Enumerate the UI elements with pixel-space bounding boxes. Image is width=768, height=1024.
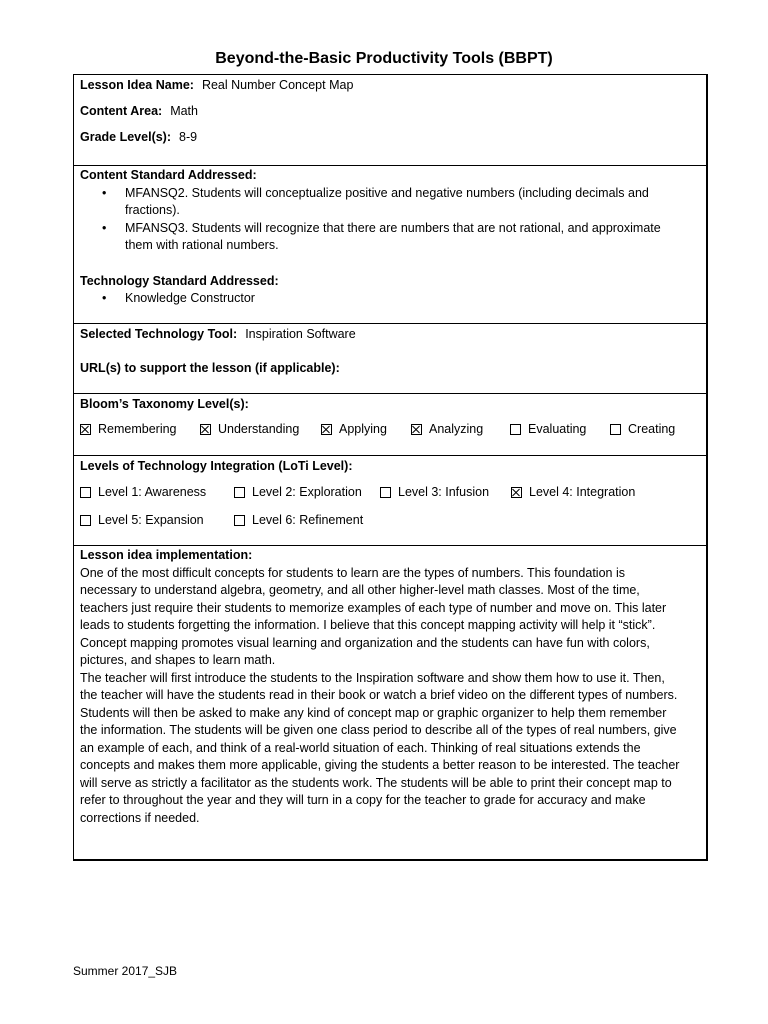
content-standard-item bbox=[80, 220, 706, 255]
checkbox-level-3[interactable] bbox=[380, 484, 511, 502]
unchecked-box-icon bbox=[80, 487, 91, 498]
loti-checkbox-row-2 bbox=[80, 512, 363, 530]
page-title: Beyond-the-Basic Productivity Tools (BBPT) bbox=[215, 50, 553, 67]
tool-line bbox=[80, 326, 706, 344]
unchecked-box-icon bbox=[80, 515, 91, 526]
unchecked-box-icon bbox=[380, 487, 391, 498]
implementation-line: Students will then be asked to make any kind of concept map or graphic organizer to help them remember bbox=[80, 705, 667, 720]
loti-section bbox=[74, 456, 706, 546]
grade-level-label: Grade Level(s): bbox=[80, 130, 172, 144]
implementation-line: teachers just require their students to memorize examples of each type of number and move on. This later bbox=[80, 600, 667, 615]
implementation-line: One of the most difficult concepts for students to learn are the types of numbers. This foundation is bbox=[80, 565, 625, 580]
lesson-name-line bbox=[80, 77, 353, 95]
implementation-line: will serve as strictly a facilitator as the students work. The students will be able to print their concept map to bbox=[80, 775, 672, 790]
unchecked-box-icon bbox=[610, 424, 621, 435]
content-area-value: Math bbox=[170, 104, 198, 118]
lesson-name-label: Lesson Idea Name: bbox=[80, 78, 194, 92]
implementation-section bbox=[74, 546, 706, 859]
implementation-line: refer to throughout the year and they will turn in a copy for the teacher to grade for accuracy and make bbox=[80, 793, 646, 807]
bullet-icon: • bbox=[102, 185, 107, 200]
blooms-label: Bloom’s Taxonomy Level(s): bbox=[80, 397, 249, 411]
checked-box-icon bbox=[200, 424, 211, 435]
checkbox-label: Evaluating bbox=[528, 422, 587, 436]
tech-standard-list bbox=[80, 290, 706, 308]
checkbox-label: Level 5: Expansion bbox=[98, 513, 204, 527]
checkbox-level-2[interactable] bbox=[234, 484, 380, 502]
tech-standard-label: Technology Standard Addressed: bbox=[80, 273, 279, 288]
content-standard-item bbox=[80, 185, 706, 220]
checked-box-icon bbox=[511, 487, 522, 498]
tool-label: Selected Technology Tool: bbox=[80, 327, 238, 341]
checkbox-remembering[interactable] bbox=[80, 421, 200, 439]
bullet-icon: • bbox=[102, 291, 107, 305]
unchecked-box-icon bbox=[234, 487, 245, 498]
implementation-line: necessary to understand algebra, geometry, and all other higher-level math classes. Most of the time, bbox=[80, 583, 640, 597]
standard-text-cont: fractions). bbox=[125, 203, 180, 217]
checkbox-understanding[interactable] bbox=[200, 421, 321, 439]
grade-level-value: 8-9 bbox=[179, 130, 198, 144]
checkbox-label: Level 6: Refinement bbox=[252, 513, 364, 527]
loti-label: Levels of Technology Integration (LoTi Level): bbox=[80, 459, 353, 473]
checked-box-icon bbox=[411, 424, 422, 435]
checkbox-label: Understanding bbox=[218, 422, 300, 436]
checkbox-label: Level 4: Integration bbox=[529, 485, 636, 499]
tool-value: Inspiration Software bbox=[245, 327, 356, 341]
lesson-name-value: Real Number Concept Map bbox=[201, 78, 354, 92]
checkbox-level-5[interactable] bbox=[80, 512, 234, 530]
checkbox-label: Creating bbox=[628, 422, 676, 436]
blooms-checkbox-row bbox=[80, 421, 675, 439]
lesson-info-section bbox=[74, 75, 706, 166]
implementation-line: The teacher will first introduce the students to the Inspiration software and show them how to use it. Then, bbox=[80, 670, 665, 685]
implementation-line: leads to students forgetting the information. I believe that this concept mapping activity will help it “stick”. bbox=[80, 618, 656, 632]
implementation-line: pictures, and shapes to learn math. bbox=[80, 653, 276, 667]
checked-box-icon bbox=[80, 424, 91, 435]
blooms-section bbox=[74, 394, 706, 456]
content-standard-label: Content Standard Addressed: bbox=[80, 168, 257, 182]
implementation-line: the information. The students will be given one class period to describe all of the types of real numbers, give bbox=[80, 723, 677, 737]
checkbox-analyzing[interactable] bbox=[411, 421, 510, 439]
page-footer: Summer 2017_SJB bbox=[73, 964, 178, 978]
implementation-label: Lesson idea implementation: bbox=[80, 548, 253, 562]
implementation-line: Concept mapping promotes visual learning and organization and the students can have fun with colors, bbox=[80, 635, 650, 650]
standard-text: MFANSQ2. Students will conceptualize positive and negative numbers (including decimals and bbox=[125, 185, 649, 200]
implementation-line: an example of each, and think of a real-world situation of each. Thinking of real situations extends the bbox=[80, 740, 641, 755]
bullet-icon: • bbox=[102, 220, 107, 235]
implementation-line: the teacher will have the students read in their book or watch a brief video on the different types of numbers. bbox=[80, 688, 678, 702]
content-area-label: Content Area: bbox=[80, 104, 163, 118]
implementation-line: corrections if needed. bbox=[80, 810, 200, 825]
checkbox-level-6[interactable] bbox=[234, 512, 363, 530]
checkbox-label: Analyzing bbox=[429, 422, 484, 436]
checkbox-creating[interactable] bbox=[610, 421, 675, 439]
checkbox-evaluating[interactable] bbox=[510, 421, 610, 439]
loti-checkbox-row-1 bbox=[80, 484, 635, 502]
standard-text-cont: them with rational numbers. bbox=[125, 238, 279, 252]
checkbox-applying[interactable] bbox=[321, 421, 411, 439]
checkbox-label: Level 2: Exploration bbox=[252, 485, 362, 499]
unchecked-box-icon bbox=[510, 424, 521, 435]
tool-section bbox=[74, 324, 706, 394]
content-standard-list bbox=[80, 185, 706, 255]
checked-box-icon bbox=[321, 424, 332, 435]
url-label: URL(s) to support the lesson (if applicable): bbox=[80, 361, 340, 375]
checkbox-label: Applying bbox=[339, 422, 387, 436]
standards-section bbox=[74, 166, 706, 324]
lesson-table bbox=[73, 74, 708, 861]
content-area-line bbox=[80, 103, 198, 121]
implementation-line: concepts and makes them more applicable, giving the students a better reason to be interested. The teacher bbox=[80, 758, 680, 772]
checkbox-level-1[interactable] bbox=[80, 484, 234, 502]
checkbox-label: Level 3: Infusion bbox=[398, 485, 490, 499]
tech-standard-text: Knowledge Constructor bbox=[125, 291, 255, 305]
grade-level-line bbox=[80, 129, 197, 147]
checkbox-label: Level 1: Awareness bbox=[98, 485, 207, 499]
standard-text: MFANSQ3. Students will recognize that there are numbers that are not rational, and approximate bbox=[125, 220, 661, 235]
implementation-text bbox=[80, 565, 702, 828]
checkbox-level-4[interactable] bbox=[511, 484, 635, 502]
checkbox-label: Remembering bbox=[98, 422, 177, 436]
tech-standard-item bbox=[80, 290, 706, 308]
unchecked-box-icon bbox=[234, 515, 245, 526]
